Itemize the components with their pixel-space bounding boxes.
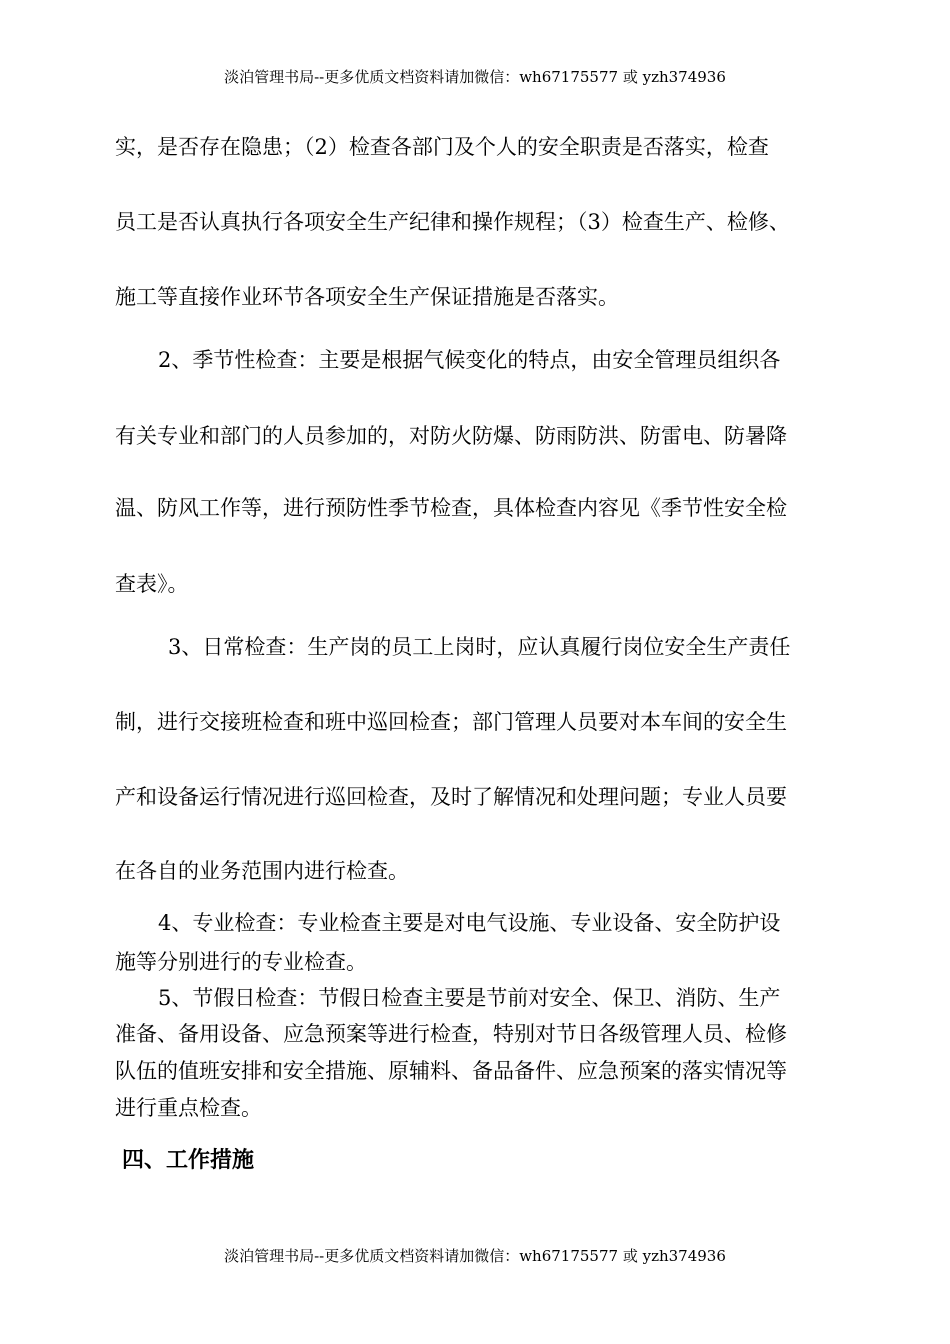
body-line-4: 2、季节性检查：主要是根据气候变化的特点，由安全管理员组织各 [158, 348, 781, 372]
body-line-3: 施工等直接作业环节各项安全生产保证措施是否落实。 [115, 285, 619, 309]
page-footer: 淡泊管理书局--更多优质文档资料请加微信：wh67175577 或 yzh374936 [224, 1247, 726, 1265]
body-line-16: 队伍的值班安排和安全措施、原辅料、备品备件、应急预案的落实情况等 [115, 1059, 787, 1083]
body-line-6: 温、防风工作等，进行预防性季节检查，具体检查内容见《季节性安全检 [115, 496, 787, 520]
section-heading: 四、工作措施 [122, 1148, 255, 1173]
body-line-9: 制，进行交接班检查和班中巡回检查；部门管理人员要对本车间的安全生 [115, 710, 787, 734]
body-line-10: 产和设备运行情况进行巡回检查，及时了解情况和处理问题；专业人员要 [115, 785, 787, 809]
body-line-8: 3、日常检查：生产岗的员工上岗时，应认真履行岗位安全生产责任 [168, 635, 791, 659]
body-line-17: 进行重点检查。 [115, 1096, 262, 1120]
body-line-14: 5、节假日检查：节假日检查主要是节前对安全、保卫、消防、生产 [158, 986, 781, 1010]
page-header: 淡泊管理书局--更多优质文档资料请加微信：wh67175577 或 yzh374936 [224, 68, 726, 86]
body-line-12: 4、专业检查：专业检查主要是对电气设施、专业设备、安全防护设 [158, 911, 781, 935]
body-line-1: 实，是否存在隐患；（2）检查各部门及个人的安全职责是否落实，检查 [115, 135, 769, 159]
body-line-7: 查表》。 [115, 572, 189, 596]
body-line-11: 在各自的业务范围内进行检查。 [115, 859, 409, 883]
body-line-5: 有关专业和部门的人员参加的，对防火防爆、防雨防洪、防雷电、防暑降 [115, 424, 787, 448]
body-line-2: 员工是否认真执行各项安全生产纪律和操作规程；（3）检查生产、检修、 [115, 210, 790, 234]
body-line-15: 准备、备用设备、应急预案等进行检查，特别对节日各级管理人员、检修 [115, 1022, 787, 1046]
body-line-13: 施等分别进行的专业检查。 [115, 950, 367, 974]
